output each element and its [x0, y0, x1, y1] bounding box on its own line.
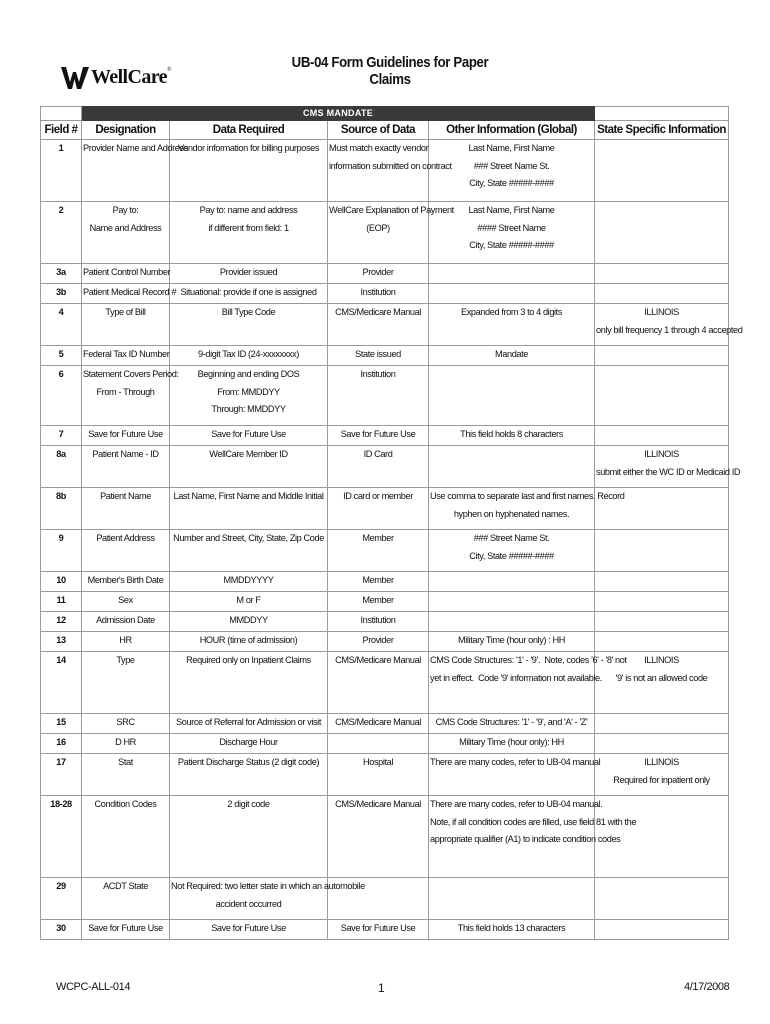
field-cell: 11 — [41, 592, 82, 612]
designation-cell: Pay to: Name and Address — [82, 202, 170, 264]
other-info-cell — [429, 572, 595, 592]
column-header: State Specific Information — [595, 121, 729, 140]
table-row — [41, 446, 729, 488]
state-info-cell — [595, 426, 729, 446]
table-row — [41, 796, 729, 878]
table-row — [41, 572, 729, 592]
designation-cell: Federal Tax ID Number — [82, 346, 170, 366]
source-cell: Save for Future Use — [328, 920, 429, 940]
table-row — [41, 612, 729, 632]
data-required-cell: MMDDYY — [170, 612, 328, 632]
source-cell: Institution — [328, 366, 429, 426]
other-info-cell: Last Name, First Name #### Street Name City, State #####-#### — [429, 202, 595, 264]
designation-cell: Condition Codes — [82, 796, 170, 878]
logo-wordmark: WellCare® — [91, 66, 171, 88]
source-cell: Institution — [328, 284, 429, 304]
field-cell: 12 — [41, 612, 82, 632]
state-info-cell — [595, 530, 729, 572]
other-info-cell: CMS Code Structures: '1' - '9', and 'A' - 'Z' — [429, 714, 595, 734]
source-cell: CMS/Medicare Manual — [328, 304, 429, 346]
column-header: Data Required — [170, 121, 328, 140]
field-cell: 8a — [41, 446, 82, 488]
designation-cell: HR — [82, 632, 170, 652]
data-required-cell: M or F — [170, 592, 328, 612]
form-code: WCPC-ALL-014 — [56, 981, 131, 993]
other-info-cell: This field holds 8 characters — [429, 426, 595, 446]
field-cell: 1 — [41, 140, 82, 202]
source-cell: WellCare Explanation of Payment (EOP) — [328, 202, 429, 264]
field-cell: 8b — [41, 488, 82, 530]
source-cell: CMS/Medicare Manual — [328, 714, 429, 734]
other-info-cell: Military Time (hour only) : HH — [429, 632, 595, 652]
data-required-cell: Not Required: two letter state in which an automobile accident occurred — [170, 878, 328, 920]
other-info-cell — [429, 284, 595, 304]
state-info-cell — [595, 202, 729, 264]
state-info-cell — [595, 284, 729, 304]
designation-cell: Save for Future Use — [82, 426, 170, 446]
data-required-cell: HOUR (time of admission) — [170, 632, 328, 652]
state-info-cell — [595, 920, 729, 940]
other-info-cell: Expanded from 3 to 4 digits — [429, 304, 595, 346]
source-cell: Hospital — [328, 754, 429, 796]
column-header-row — [41, 121, 729, 140]
footer-date: 4/17/2008 — [684, 981, 730, 993]
other-info-cell: Use comma to separate last and first names. Record hyphen on hyphenated names. — [429, 488, 595, 530]
data-required-cell: 9-digit Tax ID (24-xxxxxxxx) — [170, 346, 328, 366]
designation-cell: Patient Name - ID — [82, 446, 170, 488]
mandate-blank-cell — [595, 107, 729, 121]
other-info-cell — [429, 592, 595, 612]
other-info-cell: Mandate — [429, 346, 595, 366]
data-required-cell: 2 digit code — [170, 796, 328, 878]
state-info-cell — [595, 612, 729, 632]
source-cell: Provider — [328, 264, 429, 284]
table-row — [41, 878, 729, 920]
source-cell: State issued — [328, 346, 429, 366]
column-header: Designation — [82, 121, 170, 140]
designation-cell: Patient Name — [82, 488, 170, 530]
designation-cell: ACDT State — [82, 878, 170, 920]
data-required-cell: Last Name, First Name and Middle Initial — [170, 488, 328, 530]
designation-cell: Patient Address — [82, 530, 170, 572]
state-info-cell — [595, 592, 729, 612]
field-cell: 29 — [41, 878, 82, 920]
table-row — [41, 284, 729, 304]
other-info-cell: This field holds 13 characters — [429, 920, 595, 940]
other-info-cell: There are many codes, refer to UB-04 manual. Note, if all condition codes are filled, use field 81 with the appropriate qualifier (A1) to indicate condition codes — [429, 796, 595, 878]
designation-cell: Patient Medical Record # — [82, 284, 170, 304]
page-title: UB-04 Form Guidelines for Paper Claims — [291, 54, 489, 88]
table-row — [41, 714, 729, 734]
designation-cell: Type — [82, 652, 170, 714]
other-info-cell — [429, 612, 595, 632]
other-info-cell — [429, 366, 595, 426]
designation-cell: Admission Date — [82, 612, 170, 632]
source-cell: CMS/Medicare Manual — [328, 652, 429, 714]
table-row — [41, 920, 729, 940]
state-info-cell — [595, 734, 729, 754]
state-info-cell — [595, 714, 729, 734]
data-required-cell: Situational: provide if one is assigned — [170, 284, 328, 304]
table-row — [41, 754, 729, 796]
column-header: Field # — [41, 121, 82, 140]
other-info-cell: There are many codes, refer to UB-04 manual — [429, 754, 595, 796]
other-info-cell: Last Name, First Name ### Street Name St. City, State #####-#### — [429, 140, 595, 202]
designation-cell: Member's Birth Date — [82, 572, 170, 592]
field-cell: 16 — [41, 734, 82, 754]
data-required-cell: Required only on Inpatient Claims — [170, 652, 328, 714]
table-row — [41, 734, 729, 754]
source-cell: Member — [328, 592, 429, 612]
field-cell: 10 — [41, 572, 82, 592]
mandate-blank-cell — [41, 107, 82, 121]
data-required-cell: Discharge Hour — [170, 734, 328, 754]
source-cell: Must match exactly vendor information submitted on contract — [328, 140, 429, 202]
table-row — [41, 304, 729, 346]
state-info-cell: ILLINOIS only bill frequency 1 through 4 accepted — [595, 304, 729, 346]
designation-cell: Stat — [82, 754, 170, 796]
state-info-cell: ILLINOIS '9' is not an allowed code — [595, 652, 729, 714]
other-info-cell — [429, 264, 595, 284]
data-required-cell: Bill Type Code — [170, 304, 328, 346]
source-cell: Member — [328, 530, 429, 572]
field-cell: 18-28 — [41, 796, 82, 878]
state-info-cell: ILLINOIS Required for inpatient only — [595, 754, 729, 796]
state-info-cell — [595, 632, 729, 652]
guidelines-table — [40, 106, 743, 940]
table-row — [41, 366, 729, 426]
table-row — [41, 530, 729, 572]
cms-mandate-label: CMS MANDATE — [82, 107, 595, 121]
table-row — [41, 202, 729, 264]
data-required-cell: Save for Future Use — [170, 426, 328, 446]
state-info-cell — [595, 366, 729, 426]
data-required-cell: Beginning and ending DOS From: MMDDYY Through: MMDDYY — [170, 366, 328, 426]
table-row — [41, 488, 729, 530]
source-cell: Provider — [328, 632, 429, 652]
page-number: 1 — [378, 981, 385, 995]
source-cell: Save for Future Use — [328, 426, 429, 446]
state-info-cell — [595, 346, 729, 366]
field-cell: 5 — [41, 346, 82, 366]
field-cell: 15 — [41, 714, 82, 734]
table-row — [41, 264, 729, 284]
data-required-cell: Vendor information for billing purposes — [170, 140, 328, 202]
table-row — [41, 140, 729, 202]
designation-cell: D HR — [82, 734, 170, 754]
designation-cell: Type of Bill — [82, 304, 170, 346]
table-row — [41, 592, 729, 612]
other-info-cell — [429, 878, 595, 920]
field-cell: 2 — [41, 202, 82, 264]
designation-cell: Patient Control Number — [82, 264, 170, 284]
field-cell: 3a — [41, 264, 82, 284]
table-body — [41, 140, 743, 940]
data-required-cell: Patient Discharge Status (2 digit code) — [170, 754, 328, 796]
data-required-cell: Save for Future Use — [170, 920, 328, 940]
table-row — [41, 346, 729, 366]
field-cell: 13 — [41, 632, 82, 652]
table-row — [41, 426, 729, 446]
state-info-cell: ILLINOIS submit either the WC ID or Medicaid ID — [595, 446, 729, 488]
field-cell: 3b — [41, 284, 82, 304]
source-cell: Institution — [328, 612, 429, 632]
other-info-cell — [429, 446, 595, 488]
other-info-cell: ### Street Name St. City, State #####-#### — [429, 530, 595, 572]
field-cell: 14 — [41, 652, 82, 714]
data-required-cell: WellCare Member ID — [170, 446, 328, 488]
state-info-cell — [595, 264, 729, 284]
data-required-cell: Source of Referral for Admission or visit — [170, 714, 328, 734]
source-cell: Member — [328, 572, 429, 592]
source-cell — [328, 734, 429, 754]
state-info-cell — [595, 140, 729, 202]
source-cell: CMS/Medicare Manual — [328, 796, 429, 878]
state-info-cell — [595, 572, 729, 592]
data-required-cell: Pay to: name and address if different from field: 1 — [170, 202, 328, 264]
field-cell: 9 — [41, 530, 82, 572]
field-cell: 6 — [41, 366, 82, 426]
other-info-cell: CMS Code Structures: '1' - '9'. Note, codes '6' - '8' not yet in effect. Code '9' information not available. — [429, 652, 595, 714]
designation-cell: Provider Name and Address — [82, 140, 170, 202]
designation-cell: SRC — [82, 714, 170, 734]
data-required-cell: Provider issued — [170, 264, 328, 284]
wellcare-mark-icon — [60, 64, 90, 90]
mandate-row — [41, 107, 729, 121]
data-required-cell: Number and Street, City, State, Zip Code — [170, 530, 328, 572]
data-required-cell: MMDDYYYY — [170, 572, 328, 592]
guidelines-table-wrap — [40, 106, 743, 940]
column-header: Other Information (Global) — [429, 121, 595, 140]
designation-cell: Statement Covers Period: From - Through — [82, 366, 170, 426]
designation-cell: Sex — [82, 592, 170, 612]
column-header: Source of Data — [328, 121, 429, 140]
source-cell: ID Card — [328, 446, 429, 488]
other-info-cell: Military Time (hour only): HH — [429, 734, 595, 754]
field-cell: 30 — [41, 920, 82, 940]
table-row — [41, 632, 729, 652]
source-cell: ID card or member — [328, 488, 429, 530]
state-info-cell — [595, 878, 729, 920]
designation-cell: Save for Future Use — [82, 920, 170, 940]
field-cell: 4 — [41, 304, 82, 346]
field-cell: 7 — [41, 426, 82, 446]
field-cell: 17 — [41, 754, 82, 796]
wellcare-logo — [60, 62, 171, 92]
table-row — [41, 652, 729, 714]
